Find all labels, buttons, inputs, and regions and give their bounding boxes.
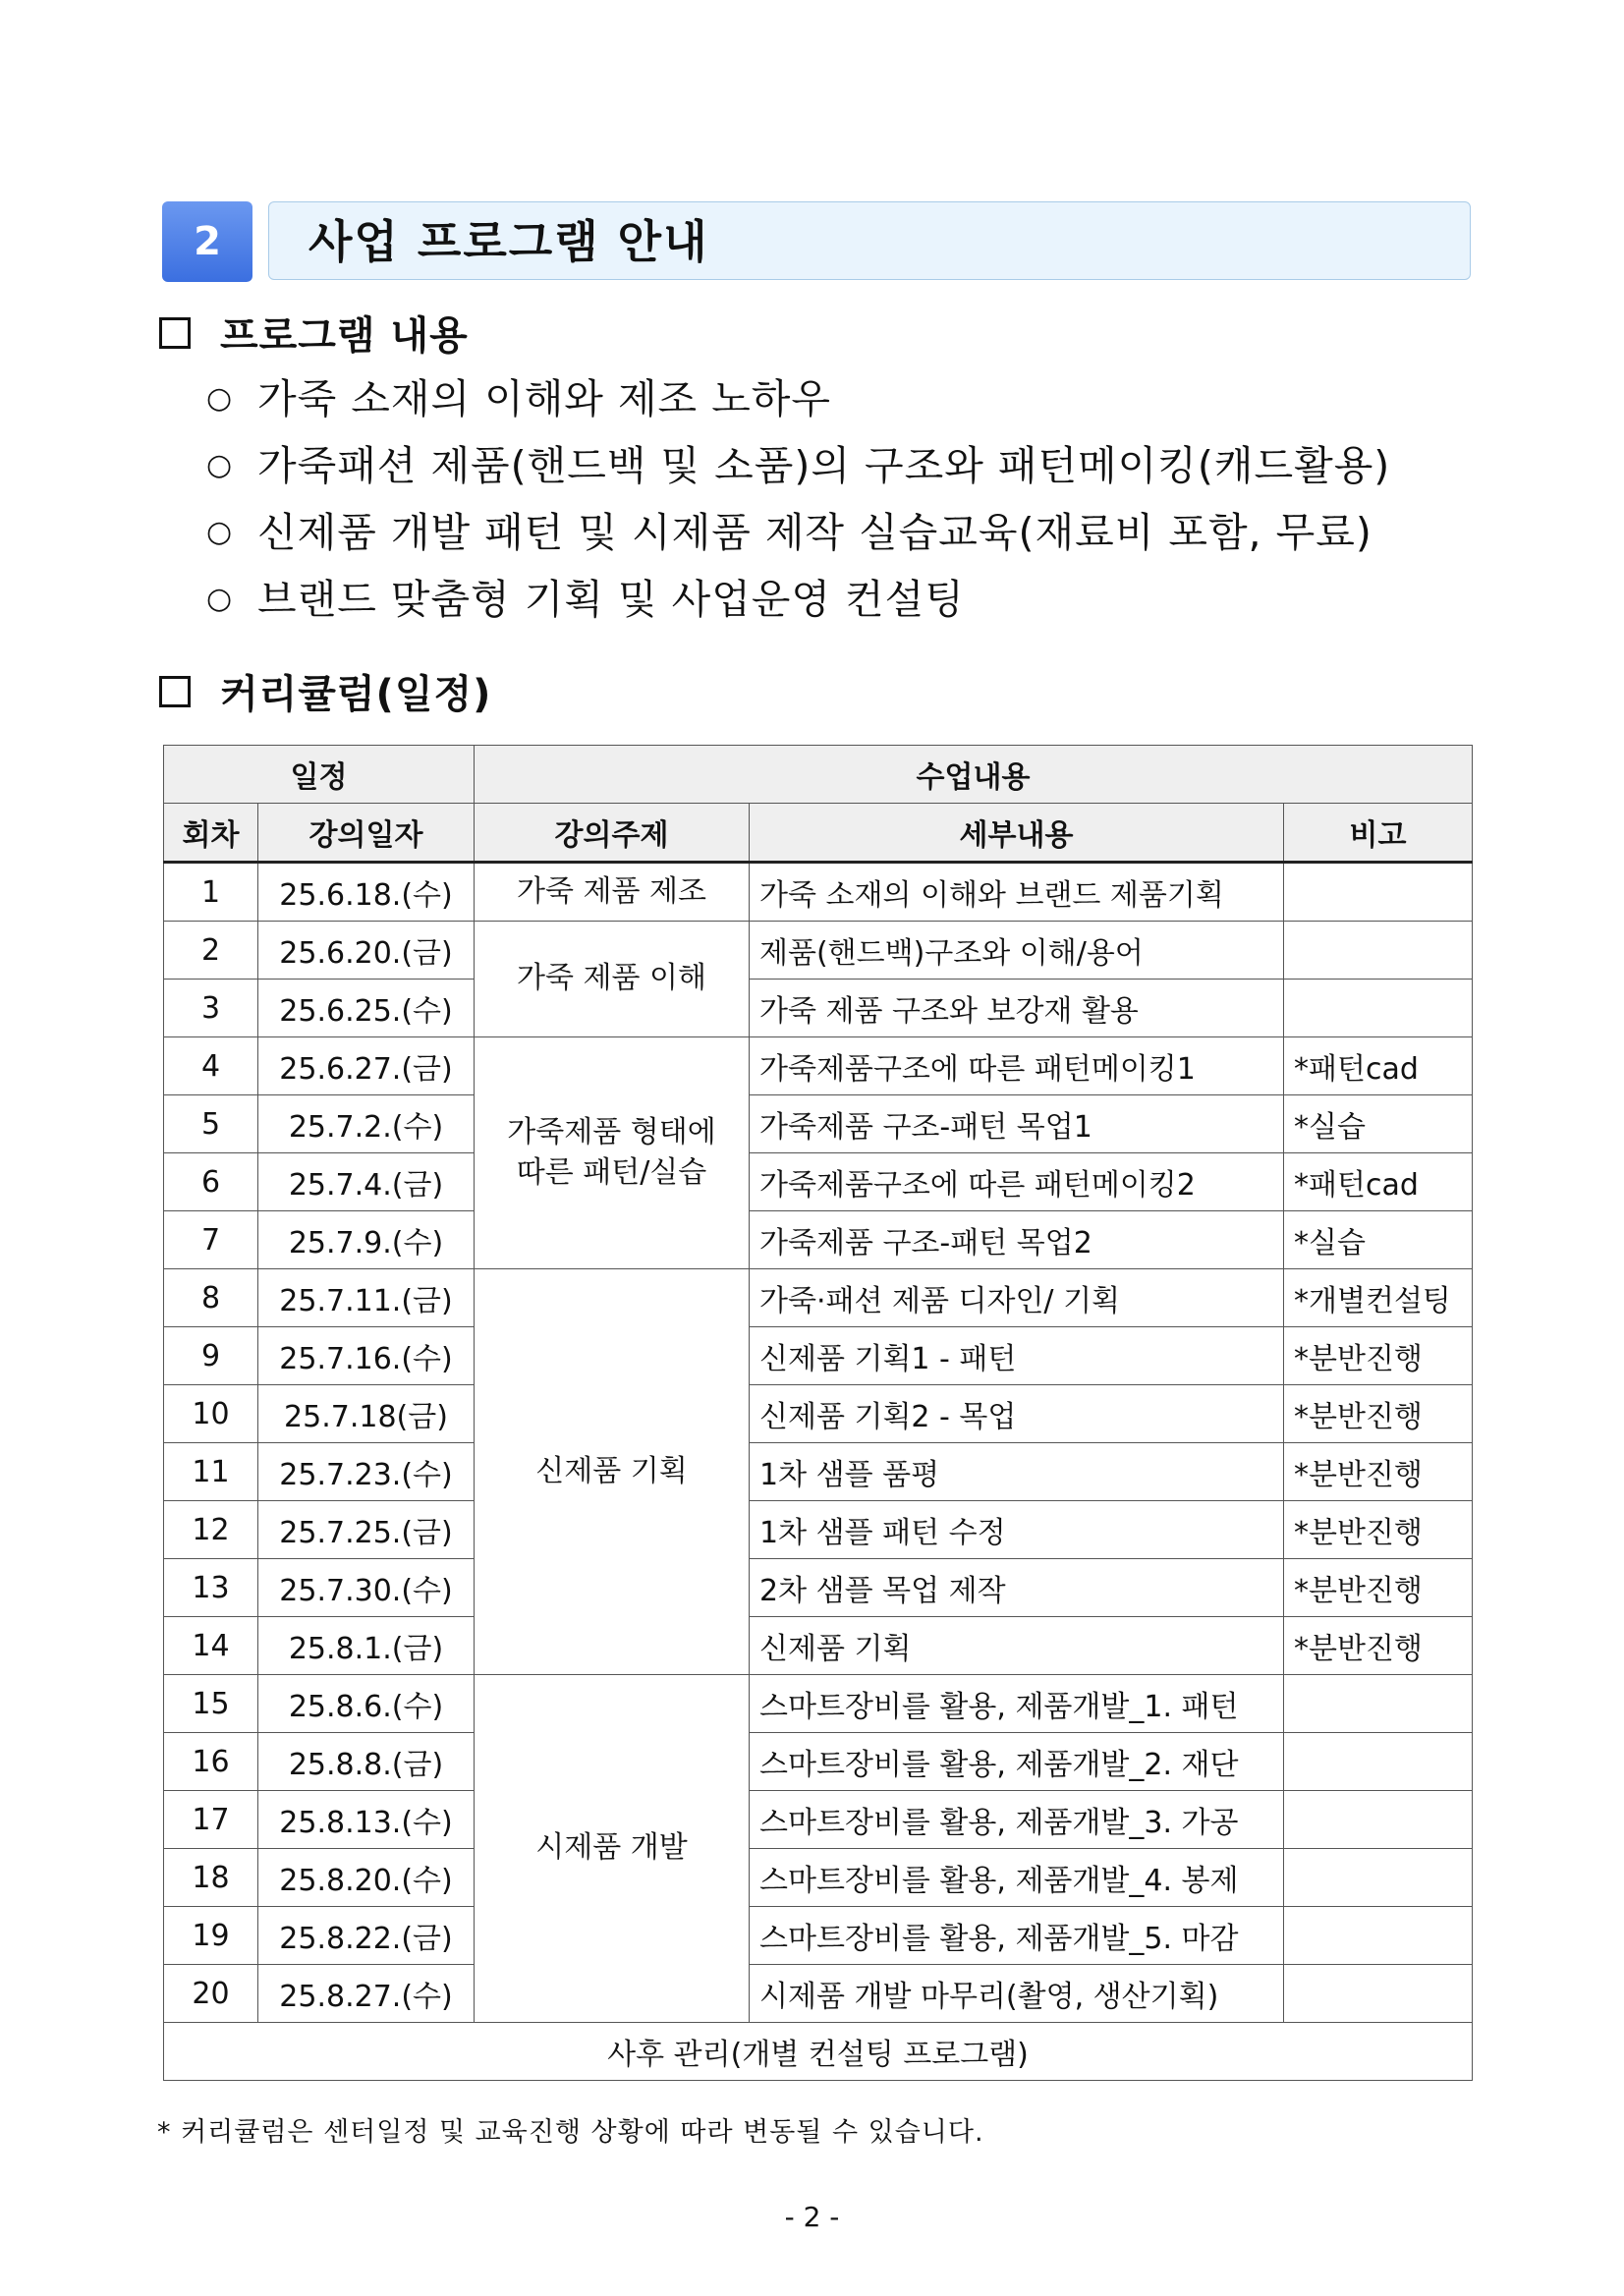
note-cell: *분반진행 [1284, 1501, 1473, 1559]
date-cell: 25.7.11.(금) [258, 1269, 475, 1327]
topic-cell: 시제품 개발 [475, 1675, 750, 2023]
note-cell [1284, 980, 1473, 1037]
note-cell: *패턴cad [1284, 1153, 1473, 1211]
table-row [164, 1095, 1473, 1153]
date-cell: 25.7.18(금) [258, 1385, 475, 1443]
note-cell [1284, 922, 1473, 980]
checkbox-icon [159, 676, 191, 707]
table-row [164, 1269, 1473, 1327]
detail-cell: 신제품 기획 [750, 1617, 1284, 1675]
detail-cell: 스마트장비를 활용, 제품개발_1. 패턴 [750, 1675, 1284, 1733]
session-cell: 19 [164, 1907, 258, 1965]
note-cell: *실습 [1284, 1095, 1473, 1153]
table-row [164, 1385, 1473, 1443]
table-row [164, 1791, 1473, 1849]
note-cell: *실습 [1284, 1211, 1473, 1269]
header-schedule: 일정 [164, 746, 475, 804]
detail-cell: 가죽 제품 구조와 보강재 활용 [750, 980, 1284, 1037]
note-cell [1284, 1965, 1473, 2023]
session-cell: 14 [164, 1617, 258, 1675]
program-list [206, 365, 1390, 633]
note-cell [1284, 863, 1473, 922]
circle-bullet-icon: ○ [206, 381, 234, 416]
table-row [164, 1037, 1473, 1095]
detail-cell: 1차 샘플 패턴 수정 [750, 1501, 1284, 1559]
detail-cell: 시제품 개발 마무리(촬영, 생산기획) [750, 1965, 1284, 2023]
table-row [164, 1733, 1473, 1791]
session-cell: 9 [164, 1327, 258, 1385]
note-cell: *분반진행 [1284, 1327, 1473, 1385]
date-cell: 25.6.20.(금) [258, 922, 475, 980]
date-cell: 25.8.1.(금) [258, 1617, 475, 1675]
date-cell: 25.8.20.(수) [258, 1849, 475, 1907]
header-note: 비고 [1284, 804, 1473, 863]
table-row [164, 1211, 1473, 1269]
date-cell: 25.7.2.(수) [258, 1095, 475, 1153]
detail-cell: 가죽 소재의 이해와 브랜드 제품기획 [750, 863, 1284, 922]
header-content: 수업내용 [475, 746, 1473, 804]
session-cell: 1 [164, 863, 258, 922]
detail-cell: 제품(핸드백)구조와 이해/용어 [750, 922, 1284, 980]
curriculum-table [163, 745, 1473, 2081]
session-cell: 20 [164, 1965, 258, 2023]
note-cell: *분반진행 [1284, 1385, 1473, 1443]
topic-cell: 신제품 기획 [475, 1269, 750, 1675]
table-row [164, 1501, 1473, 1559]
note-cell: *개별컨설팅 [1284, 1269, 1473, 1327]
topic-cell: 가죽 제품 이해 [475, 922, 750, 1037]
table-row [164, 1327, 1473, 1385]
detail-cell: 2차 샘플 목업 제작 [750, 1559, 1284, 1617]
curriculum-body [164, 863, 1473, 2023]
date-cell: 25.7.9.(수) [258, 1211, 475, 1269]
detail-cell: 스마트장비를 활용, 제품개발_4. 봉제 [750, 1849, 1284, 1907]
detail-cell: 가죽제품구조에 따른 패턴메이킹2 [750, 1153, 1284, 1211]
note-cell: *분반진행 [1284, 1617, 1473, 1675]
session-cell: 17 [164, 1791, 258, 1849]
session-cell: 16 [164, 1733, 258, 1791]
note-cell: *패턴cad [1284, 1037, 1473, 1095]
date-cell: 25.6.18.(수) [258, 863, 475, 922]
session-cell: 3 [164, 980, 258, 1037]
list-item: ○ 신제품 개발 패턴 및 시제품 제작 실습교육(재료비 포함, 무료) [206, 499, 1390, 566]
page-number: - 2 - [784, 2201, 840, 2233]
session-cell: 4 [164, 1037, 258, 1095]
session-cell: 13 [164, 1559, 258, 1617]
program-heading [159, 305, 469, 361]
list-item: ○ 가죽 소재의 이해와 제조 노하우 [206, 365, 1390, 432]
note-cell [1284, 1733, 1473, 1791]
detail-cell: 가죽제품 구조-패턴 목업2 [750, 1211, 1284, 1269]
topic-cell: 가죽 제품 제조 [475, 863, 750, 922]
date-cell: 25.7.23.(수) [258, 1443, 475, 1501]
session-cell: 15 [164, 1675, 258, 1733]
session-cell: 6 [164, 1153, 258, 1211]
detail-cell: 가죽제품구조에 따른 패턴메이킹1 [750, 1037, 1284, 1095]
session-cell: 7 [164, 1211, 258, 1269]
program-heading-text: 프로그램 내용 [220, 313, 469, 359]
section-number-badge: 2 [162, 201, 252, 282]
header-date: 강의일자 [258, 804, 475, 863]
date-cell: 25.8.13.(수) [258, 1791, 475, 1849]
date-cell: 25.6.25.(수) [258, 980, 475, 1037]
table-row [164, 980, 1473, 1037]
date-cell: 25.8.8.(금) [258, 1733, 475, 1791]
circle-bullet-icon: ○ [206, 448, 234, 482]
date-cell: 25.7.16.(수) [258, 1327, 475, 1385]
note-cell: *분반진행 [1284, 1443, 1473, 1501]
detail-cell: 스마트장비를 활용, 제품개발_2. 재단 [750, 1733, 1284, 1791]
topic-cell: 가죽제품 형태에 따른 패턴/실습 [475, 1037, 750, 1269]
session-cell: 2 [164, 922, 258, 980]
section-title: 사업 프로그램 안내 [268, 201, 1471, 280]
header-detail: 세부내용 [750, 804, 1284, 863]
curriculum-heading [159, 663, 491, 719]
table-row [164, 863, 1473, 922]
date-cell: 25.7.30.(수) [258, 1559, 475, 1617]
session-cell: 11 [164, 1443, 258, 1501]
circle-bullet-icon: ○ [206, 515, 234, 549]
circle-bullet-icon: ○ [206, 582, 234, 616]
note-cell [1284, 1849, 1473, 1907]
session-cell: 18 [164, 1849, 258, 1907]
footnote: * 커리큘럼은 센터일정 및 교육진행 상황에 따라 변동될 수 있습니다. [157, 2117, 984, 2148]
date-cell: 25.8.22.(금) [258, 1907, 475, 1965]
date-cell: 25.8.27.(수) [258, 1965, 475, 2023]
table-row [164, 1965, 1473, 2023]
detail-cell: 1차 샘플 품평 [750, 1443, 1284, 1501]
table-row [164, 1907, 1473, 1965]
date-cell: 25.6.27.(금) [258, 1037, 475, 1095]
table-row [164, 1443, 1473, 1501]
header-topic: 강의주제 [475, 804, 750, 863]
aftercare-row: 사후 관리(개별 컨설팅 프로그램) [164, 2023, 1473, 2081]
session-cell: 8 [164, 1269, 258, 1327]
note-cell: *분반진행 [1284, 1559, 1473, 1617]
table-row [164, 1675, 1473, 1733]
session-cell: 5 [164, 1095, 258, 1153]
note-cell [1284, 1675, 1473, 1733]
detail-cell: 신제품 기획1 - 패턴 [750, 1327, 1284, 1385]
detail-cell: 신제품 기획2 - 목업 [750, 1385, 1284, 1443]
date-cell: 25.8.6.(수) [258, 1675, 475, 1733]
table-row [164, 1617, 1473, 1675]
header-session: 회차 [164, 804, 258, 863]
table-row [164, 1559, 1473, 1617]
date-cell: 25.7.25.(금) [258, 1501, 475, 1559]
checkbox-icon [159, 317, 191, 349]
table-row [164, 1849, 1473, 1907]
list-item: ○ 가죽패션 제품(핸드백 및 소품)의 구조와 패턴메이킹(캐드활용) [206, 432, 1390, 499]
table-row [164, 1153, 1473, 1211]
curriculum-heading-text: 커리큘럼(일정) [220, 672, 492, 717]
detail-cell: 가죽제품 구조-패턴 목업1 [750, 1095, 1284, 1153]
detail-cell: 스마트장비를 활용, 제품개발_3. 가공 [750, 1791, 1284, 1849]
table-row [164, 922, 1473, 980]
note-cell [1284, 1907, 1473, 1965]
session-cell: 12 [164, 1501, 258, 1559]
detail-cell: 스마트장비를 활용, 제품개발_5. 마감 [750, 1907, 1284, 1965]
session-cell: 10 [164, 1385, 258, 1443]
list-item: ○ 브랜드 맞춤형 기획 및 사업운영 컨설팅 [206, 566, 1390, 633]
detail-cell: 가죽·패션 제품 디자인/ 기획 [750, 1269, 1284, 1327]
note-cell [1284, 1791, 1473, 1849]
date-cell: 25.7.4.(금) [258, 1153, 475, 1211]
section-header [162, 201, 1471, 282]
